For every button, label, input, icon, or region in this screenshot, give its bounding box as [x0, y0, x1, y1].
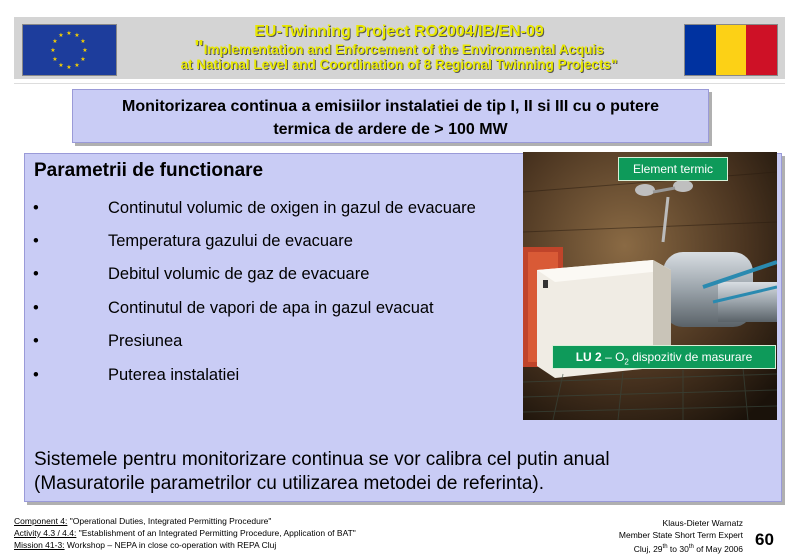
label-element-termic: Element termic	[618, 157, 728, 181]
eu-flag-icon	[22, 24, 117, 76]
footer-date: Cluj, 29th to 30th of May 2006	[633, 543, 743, 554]
equipment-photo	[523, 152, 777, 420]
footer-component: Component 4: "Operational Duties, Integrated Permitting Procedure"	[14, 516, 272, 526]
footer-left	[14, 515, 356, 551]
bullet-icon: •	[33, 366, 39, 384]
svg-text:★: ★	[52, 56, 58, 63]
footer-activity: Activity 4.3 / 4.4: "Establishment of an Integrated Permitting Procedure, Application of BAT"	[14, 528, 356, 538]
header-divider	[14, 83, 785, 84]
bullet-icon: •	[33, 299, 39, 317]
svg-text:★: ★	[82, 47, 88, 54]
bullet-icon: •	[33, 199, 39, 217]
romania-flag-icon	[684, 24, 778, 76]
header-banner	[14, 17, 785, 79]
calibration-note: Sistemele pentru monitorizare continua se vor calibra cel putin anual (Masuratorile parametrilor cu utilizarea metodei de referinta).	[34, 449, 610, 494]
bullet-icon: •	[33, 332, 39, 350]
svg-text:★: ★	[66, 64, 72, 71]
page-number: 60	[755, 530, 774, 549]
bullet-icon: •	[33, 265, 39, 283]
project-subtitle: "Implementation and Enforcement of the Environmental Acquis at National Level and Coordination of 8 Regional Twinning Projects"	[180, 37, 618, 72]
footer-author: Klaus-Dieter Warnatz	[662, 518, 743, 528]
project-title: EU-Twinning Project RO2004/IB/EN-09	[254, 23, 544, 40]
svg-text:★: ★	[66, 30, 72, 37]
svg-text:★: ★	[74, 32, 80, 39]
svg-text:★: ★	[58, 62, 64, 69]
svg-text:★: ★	[58, 32, 64, 39]
footer-role: Member State Short Term Expert	[618, 530, 743, 540]
bullet-icon: •	[33, 232, 39, 250]
footer-mission: Mission 41-3: Workshop – NEPA in close co-operation with REPA Cluj	[14, 540, 277, 550]
label-lu2: LU $2 - O_2$ dispozitiv de masurare	[552, 345, 776, 369]
footer-right	[560, 517, 743, 555]
svg-text:★: ★	[74, 62, 80, 69]
slide-title: Monitorizarea continua a emisiilor instalatiei de tip I, II si III cu o putere termica de ardere de > 100 MW	[122, 98, 659, 138]
svg-text:★: ★	[80, 56, 86, 63]
svg-text:★: ★	[50, 47, 56, 54]
content-box: Parametrii de functionare • Continutul volumic de oxigen in gazul de evacuare • Temperatura gazului de evacuare • Debitul volumic de gaz de evacuare • Continutul de vapori de apa in gazul evacuat • Presiunea • Puterea instalatiei Sistemele pentru monitorizare continua se vor calibra cel putin anual (Masuratorile parametrilor cu utilizarea metodei de referinta).	[24, 153, 782, 502]
section-title: Parametrii de functionare	[34, 160, 264, 181]
svg-text:★: ★	[80, 38, 86, 45]
svg-text:★: ★	[52, 38, 58, 45]
slide-title-box	[72, 89, 709, 143]
